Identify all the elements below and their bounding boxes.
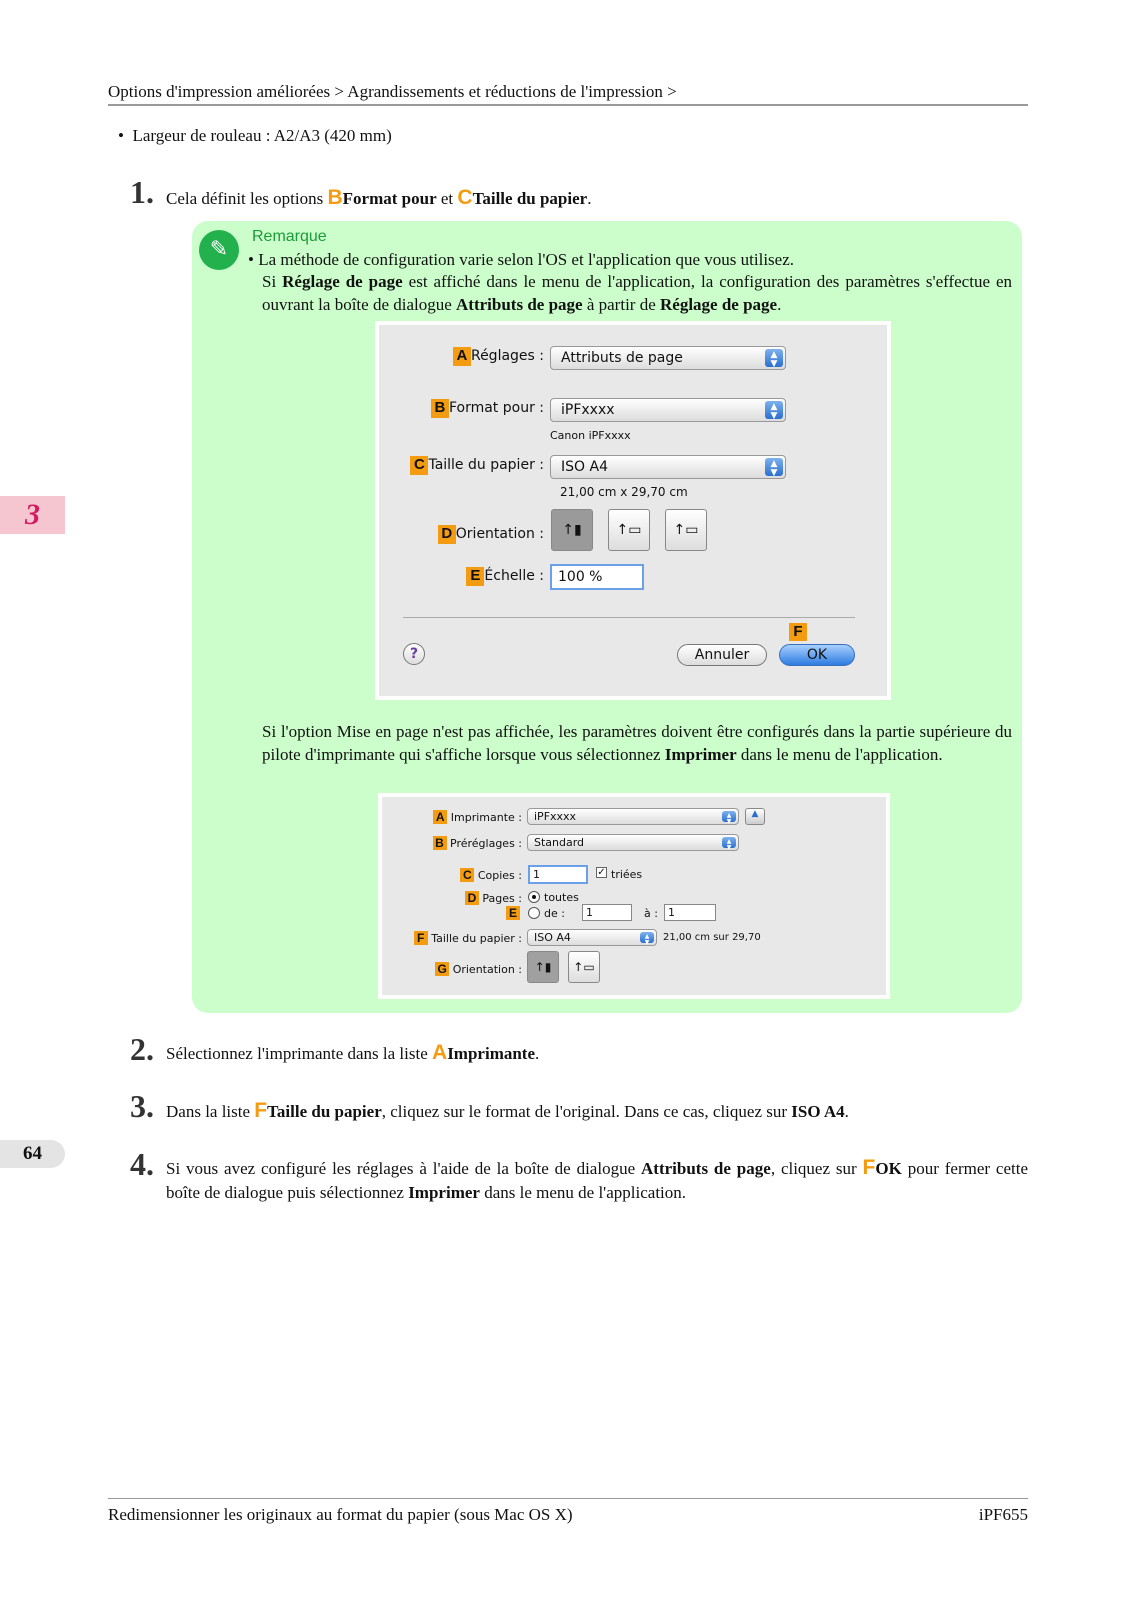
letter-f-icon: F bbox=[862, 1156, 876, 1179]
page-footer bbox=[108, 1498, 1028, 1525]
range-pages-radio[interactable] bbox=[528, 907, 540, 919]
letter-f-icon: F bbox=[254, 1099, 268, 1122]
footer-model: iPF655 bbox=[978, 1505, 1028, 1524]
letter-f-badge: F bbox=[789, 623, 807, 641]
paper-size-popup[interactable]: ISO A4 ▲ ▼ bbox=[550, 455, 786, 479]
format-row-label: B Format pour : bbox=[399, 399, 544, 418]
help-button[interactable]: ? bbox=[403, 643, 425, 665]
popup-arrows-icon: ▲ ▼ bbox=[640, 932, 654, 943]
step-2-text: Sélectionnez l'imprimante dans la liste AImprimante. bbox=[166, 1041, 540, 1064]
ok-button[interactable]: OK bbox=[779, 644, 855, 666]
paper-size-popup[interactable]: ISO A4 ▲ ▼ bbox=[527, 929, 657, 946]
disclosure-triangle-icon[interactable]: ▲ bbox=[745, 808, 765, 825]
printer-popup[interactable]: iPFxxxx ▲ ▼ bbox=[527, 808, 739, 825]
popup-arrows-icon: ▲ ▼ bbox=[765, 349, 783, 367]
letter-c-icon: C bbox=[457, 186, 473, 209]
letter-b-icon: B bbox=[327, 186, 343, 209]
scale-row-label: E Échelle : bbox=[419, 567, 544, 586]
page-setup-dialog bbox=[375, 321, 891, 700]
orientation-row-label: D Orientation : bbox=[399, 525, 544, 544]
format-for-popup[interactable]: iPFxxxx ▲ ▼ bbox=[550, 398, 786, 422]
letter-e-badge: E bbox=[506, 906, 520, 920]
copies-row-label: C Copies : bbox=[422, 868, 522, 882]
divider bbox=[403, 617, 855, 618]
cancel-button[interactable]: Annuler bbox=[677, 644, 767, 666]
step-4-text: Si vous avez configuré les réglages à l'aide de la boîte de dialogue Attributs de page, cliquez sur FOK pour fermer cette boîte de dialogue puis sélectionnez Imprimer dans le menu de l'application. bbox=[166, 1156, 1028, 1202]
to-label: à : bbox=[644, 907, 658, 920]
from-label: de : bbox=[544, 907, 565, 920]
all-pages-label: toutes bbox=[544, 891, 579, 904]
print-dialog bbox=[378, 793, 890, 999]
popup-arrows-icon: ▲ ▼ bbox=[765, 401, 783, 419]
copies-input[interactable]: 1 bbox=[528, 865, 588, 884]
popup-arrows-icon: ▲ ▼ bbox=[765, 458, 783, 476]
portrait-orientation-icon[interactable]: ↑▮ bbox=[551, 509, 593, 551]
note-bullet: • La méthode de configuration varie selon l'OS et l'application que vous utilisez. bbox=[248, 250, 795, 269]
printer-row-label: A Imprimante : bbox=[422, 810, 522, 824]
footer-title: Redimensionner les originaux au format du papier (sous Mac OS X) bbox=[108, 1505, 573, 1524]
from-page-input[interactable]: 1 bbox=[582, 904, 632, 921]
roll-width-text: Largeur de rouleau : A2/A3 (420 mm) bbox=[132, 126, 392, 145]
popup-arrows-icon: ▲ ▼ bbox=[722, 811, 736, 822]
step-3-text: Dans la liste FTaille du papier, cliquez sur le format de l'original. Dans ce cas, cliquez sur ISO A4. bbox=[166, 1099, 849, 1122]
all-pages-radio[interactable] bbox=[528, 891, 540, 903]
letter-a-icon: A bbox=[432, 1041, 448, 1064]
to-page-input[interactable]: 1 bbox=[664, 904, 716, 921]
scale-input[interactable]: 100 % bbox=[550, 564, 644, 590]
chapter-tab: 3 bbox=[0, 496, 65, 534]
presets-popup[interactable]: Standard ▲ ▼ bbox=[527, 834, 739, 851]
note-paragraph-2: Si l'option Mise en page n'est pas affichée, les paramètres doivent être configurés dans la partie supérieure du pilote d'imprimante qui s'affiche lorsque vous sélectionnez Imprimer dans le menu de l'application. bbox=[262, 722, 1012, 764]
step-1-text: Cela définit les options BFormat pour et CTaille du papier. bbox=[166, 186, 592, 209]
format-subtitle: Canon iPFxxxx bbox=[550, 429, 631, 442]
presets-row-label: B Préréglages : bbox=[422, 836, 522, 850]
step-1-number: 1. bbox=[130, 174, 154, 210]
landscape-orientation-icon[interactable]: ↑▭ bbox=[568, 951, 600, 983]
pages-row-label: D Pages : bbox=[422, 891, 522, 905]
step-2-number: 2. bbox=[130, 1031, 154, 1067]
step-4-number: 4. bbox=[130, 1146, 154, 1182]
landscape-left-icon[interactable]: ↑▭ bbox=[608, 509, 650, 551]
collated-label: triées bbox=[611, 868, 643, 881]
breadcrumb: Options d'impression améliorées > Agrandissements et réductions de l'impression > bbox=[108, 82, 677, 101]
settings-row-label: A Réglages : bbox=[449, 347, 544, 366]
settings-popup[interactable]: Attributs de page ▲ ▼ bbox=[550, 346, 786, 370]
paper-dimensions: 21,00 cm x 29,70 cm bbox=[560, 485, 688, 499]
roll-width-bullet: • Largeur de rouleau : A2/A3 (420 mm) bbox=[118, 126, 392, 145]
landscape-right-icon[interactable]: ↑▭ bbox=[665, 509, 707, 551]
paper-size-row-label: F Taille du papier : bbox=[402, 931, 522, 945]
pencil-icon: ✎ bbox=[199, 230, 239, 270]
page-header bbox=[108, 82, 1028, 106]
portrait-orientation-icon[interactable]: ↑▮ bbox=[527, 951, 559, 983]
note-title: Remarque bbox=[252, 228, 327, 245]
collated-checkbox[interactable]: ✓ bbox=[597, 867, 606, 878]
page-number: 64 bbox=[0, 1140, 65, 1168]
note-paragraph-1: Si Réglage de page est affiché dans le menu de l'application, la configuration des paramètres s'effectue en ouvrant la boîte de dialogue Attributs de page à partir de Réglage de page. bbox=[262, 272, 1013, 314]
paper-row-label: C Taille du papier : bbox=[379, 456, 544, 475]
step-3-number: 3. bbox=[130, 1088, 154, 1124]
popup-arrows-icon: ▲ ▼ bbox=[722, 837, 736, 848]
orientation-row-label: G Orientation : bbox=[422, 962, 522, 976]
paper-size-readout: 21,00 cm sur 29,70 bbox=[663, 932, 761, 943]
